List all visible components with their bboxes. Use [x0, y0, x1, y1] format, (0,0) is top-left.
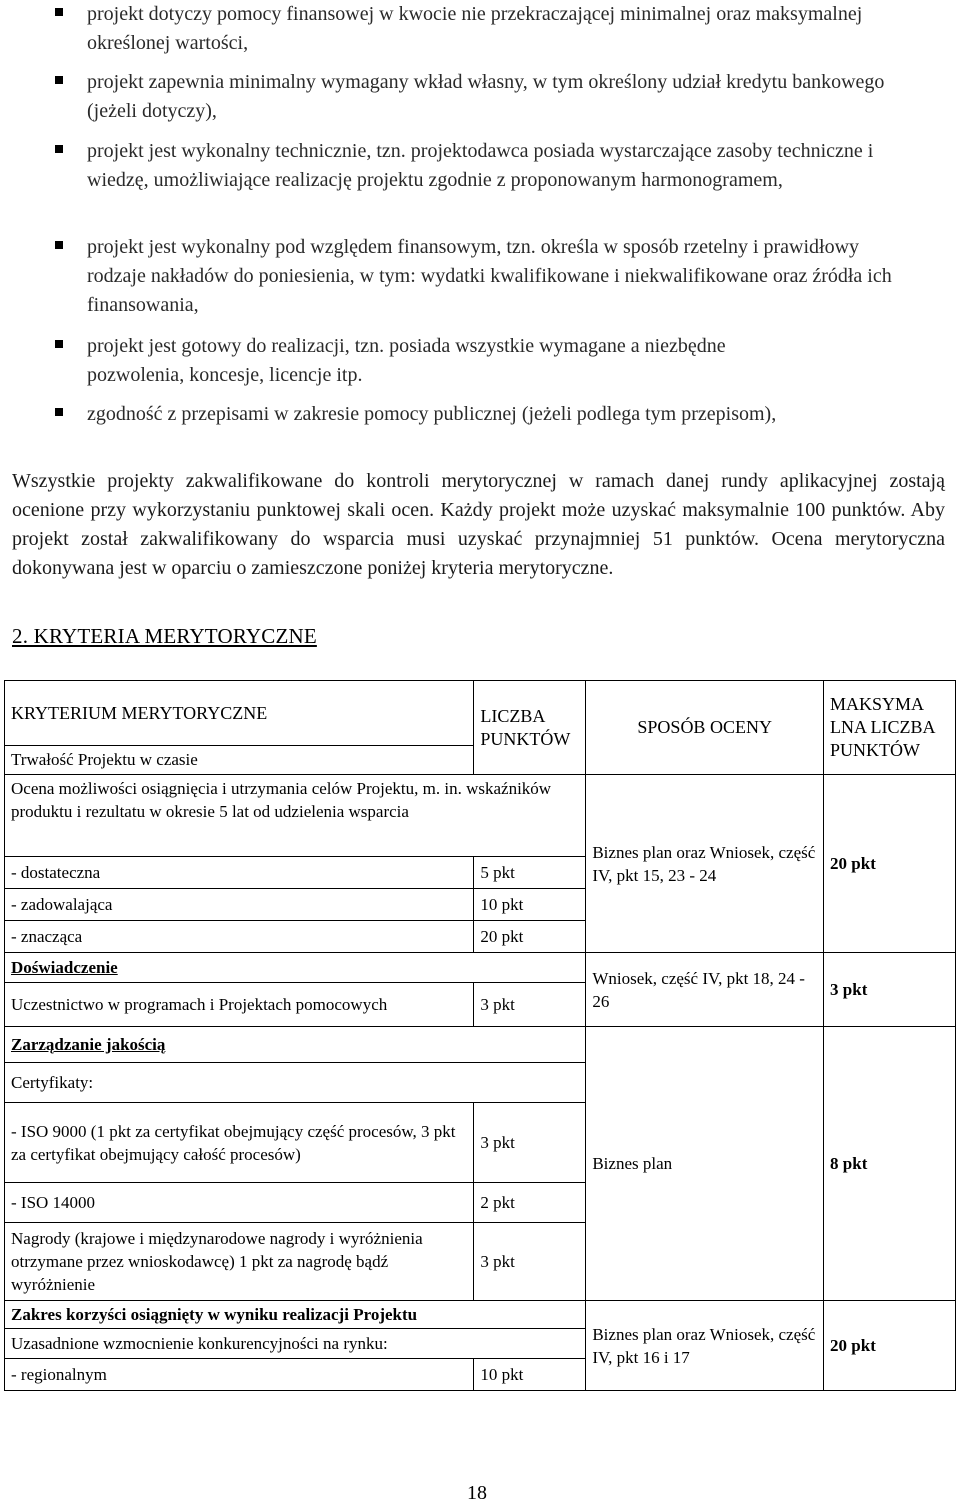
intro-paragraph: Wszystkie projekty zakwalifikowane do kontroli merytorycznej w ramach danej rundy aplikacyjnej zostają ocenione przy wykorzystaniu punktowej skali ocen. Każdy projekt może uzyskać maksymalnie 100 punktów. Aby projekt został zakwalifikowany do wsparcia musi uzyskać przynajmniej 51 punktów. Ocena merytoryczna dokonywana jest w oparciu o zamieszczone poniżej kryteria merytoryczne. — [12, 470, 945, 579]
section-heading: 2. KRYTERIA MERYTORYCZNE — [12, 624, 317, 648]
header-method: SPOSÓB OCENY — [586, 681, 824, 775]
criterion-option: - ISO 9000 (1 pkt za certyfikat obejmujący część procesów, 3 pkt za certyfikat obejmujący całość procesów) — [5, 1103, 474, 1183]
option-points: 3 pkt — [474, 1223, 586, 1301]
page-number: 18 — [467, 1482, 487, 1504]
table-header-row — [5, 681, 956, 775]
criterion-option: - znacząca — [5, 921, 474, 953]
bullet-item: zgodność z przepisami w zakresie pomocy publicznej (jeżeli podlega tym przepisom), — [87, 403, 777, 425]
method-cell: Wniosek, część IV, pkt 18, 24 - 26 — [586, 953, 824, 1027]
bullet-marker-icon — [55, 145, 63, 153]
criterion-option: - ISO 14000 — [5, 1183, 474, 1223]
option-points: 20 pkt — [474, 921, 586, 953]
max-points-cell: 20 pkt — [824, 1301, 956, 1391]
table-row — [5, 1301, 956, 1329]
option-points: 10 pkt — [474, 889, 586, 921]
option-points: 3 pkt — [474, 983, 586, 1027]
option-points: 10 pkt — [474, 1359, 586, 1391]
group-title: Zakres korzyści osiągnięty w wyniku realizacji Projektu — [5, 1301, 586, 1329]
option-points: 3 pkt — [474, 1103, 586, 1183]
header-points: LICZBA PUNKTÓW — [474, 681, 586, 775]
table-row — [5, 953, 956, 983]
max-points-cell: 8 pkt — [824, 1027, 956, 1301]
criteria-table — [4, 680, 956, 1391]
option-points: 5 pkt — [474, 857, 586, 889]
group-subtitle: Certyfikaty: — [5, 1063, 586, 1103]
method-cell: Biznes plan — [586, 1027, 824, 1301]
criterion-option: Uczestnictwo w programach i Projektach pomocowych — [5, 983, 474, 1027]
bullet-item: projekt dotyczy pomocy finansowej w kwocie nie przekraczającej minimalnej oraz maksymalnej określonej wartości, — [87, 3, 863, 54]
max-points-cell: 20 pkt — [824, 775, 956, 953]
header-max: MAKSYMA LNA LICZBA PUNKTÓW — [824, 681, 956, 775]
method-cell: Biznes plan oraz Wniosek, część IV, pkt 15, 23 - 24 — [586, 775, 824, 953]
criterion-description: Ocena możliwości osiągnięcia i utrzymania celów Projektu, m. in. wskaźników produktu i rezultatu w okresie 5 lat od udzielenia wsparcia — [5, 775, 586, 857]
max-points-cell: 3 pkt — [824, 953, 956, 1027]
table-row — [5, 1027, 956, 1063]
group-title: Zarządzanie jakością — [5, 1027, 586, 1063]
header-criterion: KRYTERIUM MERYTORYCZNE — [11, 702, 268, 723]
criterion-option: Nagrody (krajowe i międzynarodowe nagrody i wyróżnienia otrzymane przez wnioskodawcę) 1 pkt za nagrodę bądź wyróżnienie — [5, 1223, 474, 1301]
bullet-marker-icon — [55, 241, 63, 249]
criterion-option: - regionalnym — [5, 1359, 474, 1391]
table-row — [5, 775, 956, 857]
criterion-option: - zadowalająca — [5, 889, 474, 921]
option-points: 2 pkt — [474, 1183, 586, 1223]
bullet-marker-icon — [55, 8, 63, 16]
criterion-option: - dostateczna — [5, 857, 474, 889]
bullet-item: projekt zapewnia minimalny wymagany wkład własny, w tym określony udział kredytu bankowego (jeżeli dotyczy), — [87, 71, 885, 122]
group-title: Doświadczenie — [5, 953, 586, 983]
bullet-marker-icon — [55, 340, 63, 348]
bullet-marker-icon — [55, 408, 63, 416]
method-cell: Biznes plan oraz Wniosek, część IV, pkt 16 i 17 — [586, 1301, 824, 1391]
bullet-marker-icon — [55, 76, 63, 84]
bullet-item: projekt jest gotowy do realizacji, tzn. posiada wszystkie wymagane a niezbędne pozwolenia, koncesje, licencje itp. — [87, 335, 726, 386]
header-criterion-cell — [5, 681, 474, 775]
bullet-item: projekt jest wykonalny pod względem finansowym, tzn. określa w sposób rzetelny i prawidłowy rodzaje nakładów do poniesienia, w tym: wydatki kwalifikowane i niekwalifikowane oraz źródła ich finansowania, — [87, 236, 892, 316]
bullet-item: projekt jest wykonalny technicznie, tzn. projektodawca posiada wystarczające zasoby techniczne i wiedzę, umożliwiające realizację projektu zgodnie z proponowanym harmonogramem, — [87, 140, 874, 191]
group-subtitle: Uzasadnione wzmocnienie konkurencyjności na rynku: — [5, 1329, 586, 1359]
group-title: Trwałość Projektu w czasie — [5, 745, 473, 773]
